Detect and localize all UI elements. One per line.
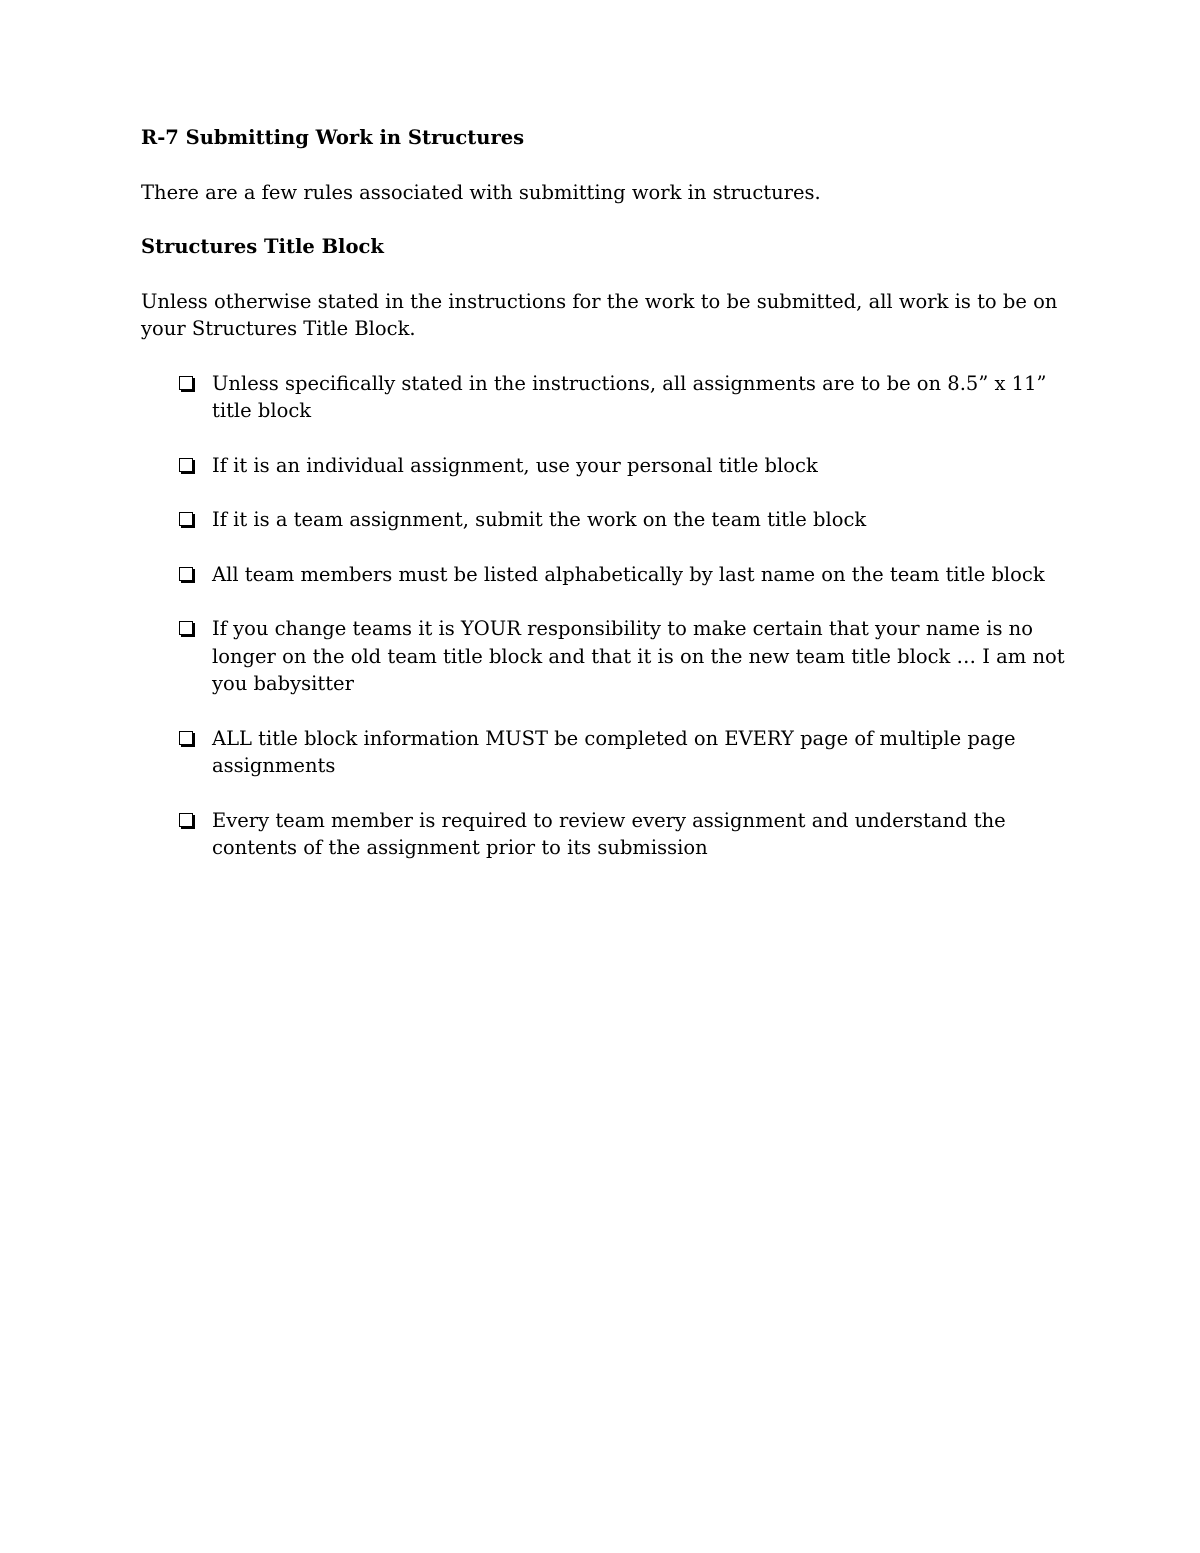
checklist-item-text: Unless specifically stated in the instructions, all assignments are to be on 8.5” x 11” title block [212, 371, 1047, 422]
checklist-item [141, 615, 1076, 698]
checklist-item-text: Every team member is required to review every assignment and understand the contents of the assignment prior to its submission [212, 808, 1006, 859]
checklist-item [141, 506, 1076, 534]
document-content [141, 124, 1076, 889]
checklist-item [141, 370, 1076, 425]
checkbox-icon [179, 813, 193, 827]
checkbox-icon [179, 376, 193, 390]
checklist-item [141, 452, 1076, 480]
section-subheading: Structures Title Block [141, 235, 384, 258]
checklist-item-text: All team members must be listed alphabetically by last name on the team title block [212, 562, 1045, 586]
section-paragraph: Unless otherwise stated in the instructions for the work to be submitted, all work is to be on your Structures Title Block. [141, 289, 1058, 340]
document-heading: R-7 Submitting Work in Structures [141, 126, 525, 149]
checklist-item-text: ALL title block information MUST be completed on EVERY page of multiple page assignments [212, 726, 1016, 777]
checkbox-icon [179, 621, 193, 635]
checklist-item [141, 725, 1076, 780]
checklist-item-text: If you change teams it is YOUR responsibility to make certain that your name is no longer on the old team title block and that it is on the new team title block … I am not you babysitter [212, 617, 1065, 695]
checklist-item [141, 807, 1076, 862]
checkbox-icon [179, 512, 193, 526]
rules-checklist [141, 370, 1076, 862]
checklist-item [141, 561, 1076, 589]
checkbox-icon [179, 458, 193, 472]
checkbox-icon [179, 567, 193, 581]
checklist-item-text: If it is an individual assignment, use your personal title block [212, 453, 818, 477]
checklist-item-text: If it is a team assignment, submit the work on the team title block [212, 508, 867, 531]
intro-text: There are a few rules associated with submitting work in structures. [141, 180, 821, 204]
checkbox-icon [179, 731, 193, 745]
